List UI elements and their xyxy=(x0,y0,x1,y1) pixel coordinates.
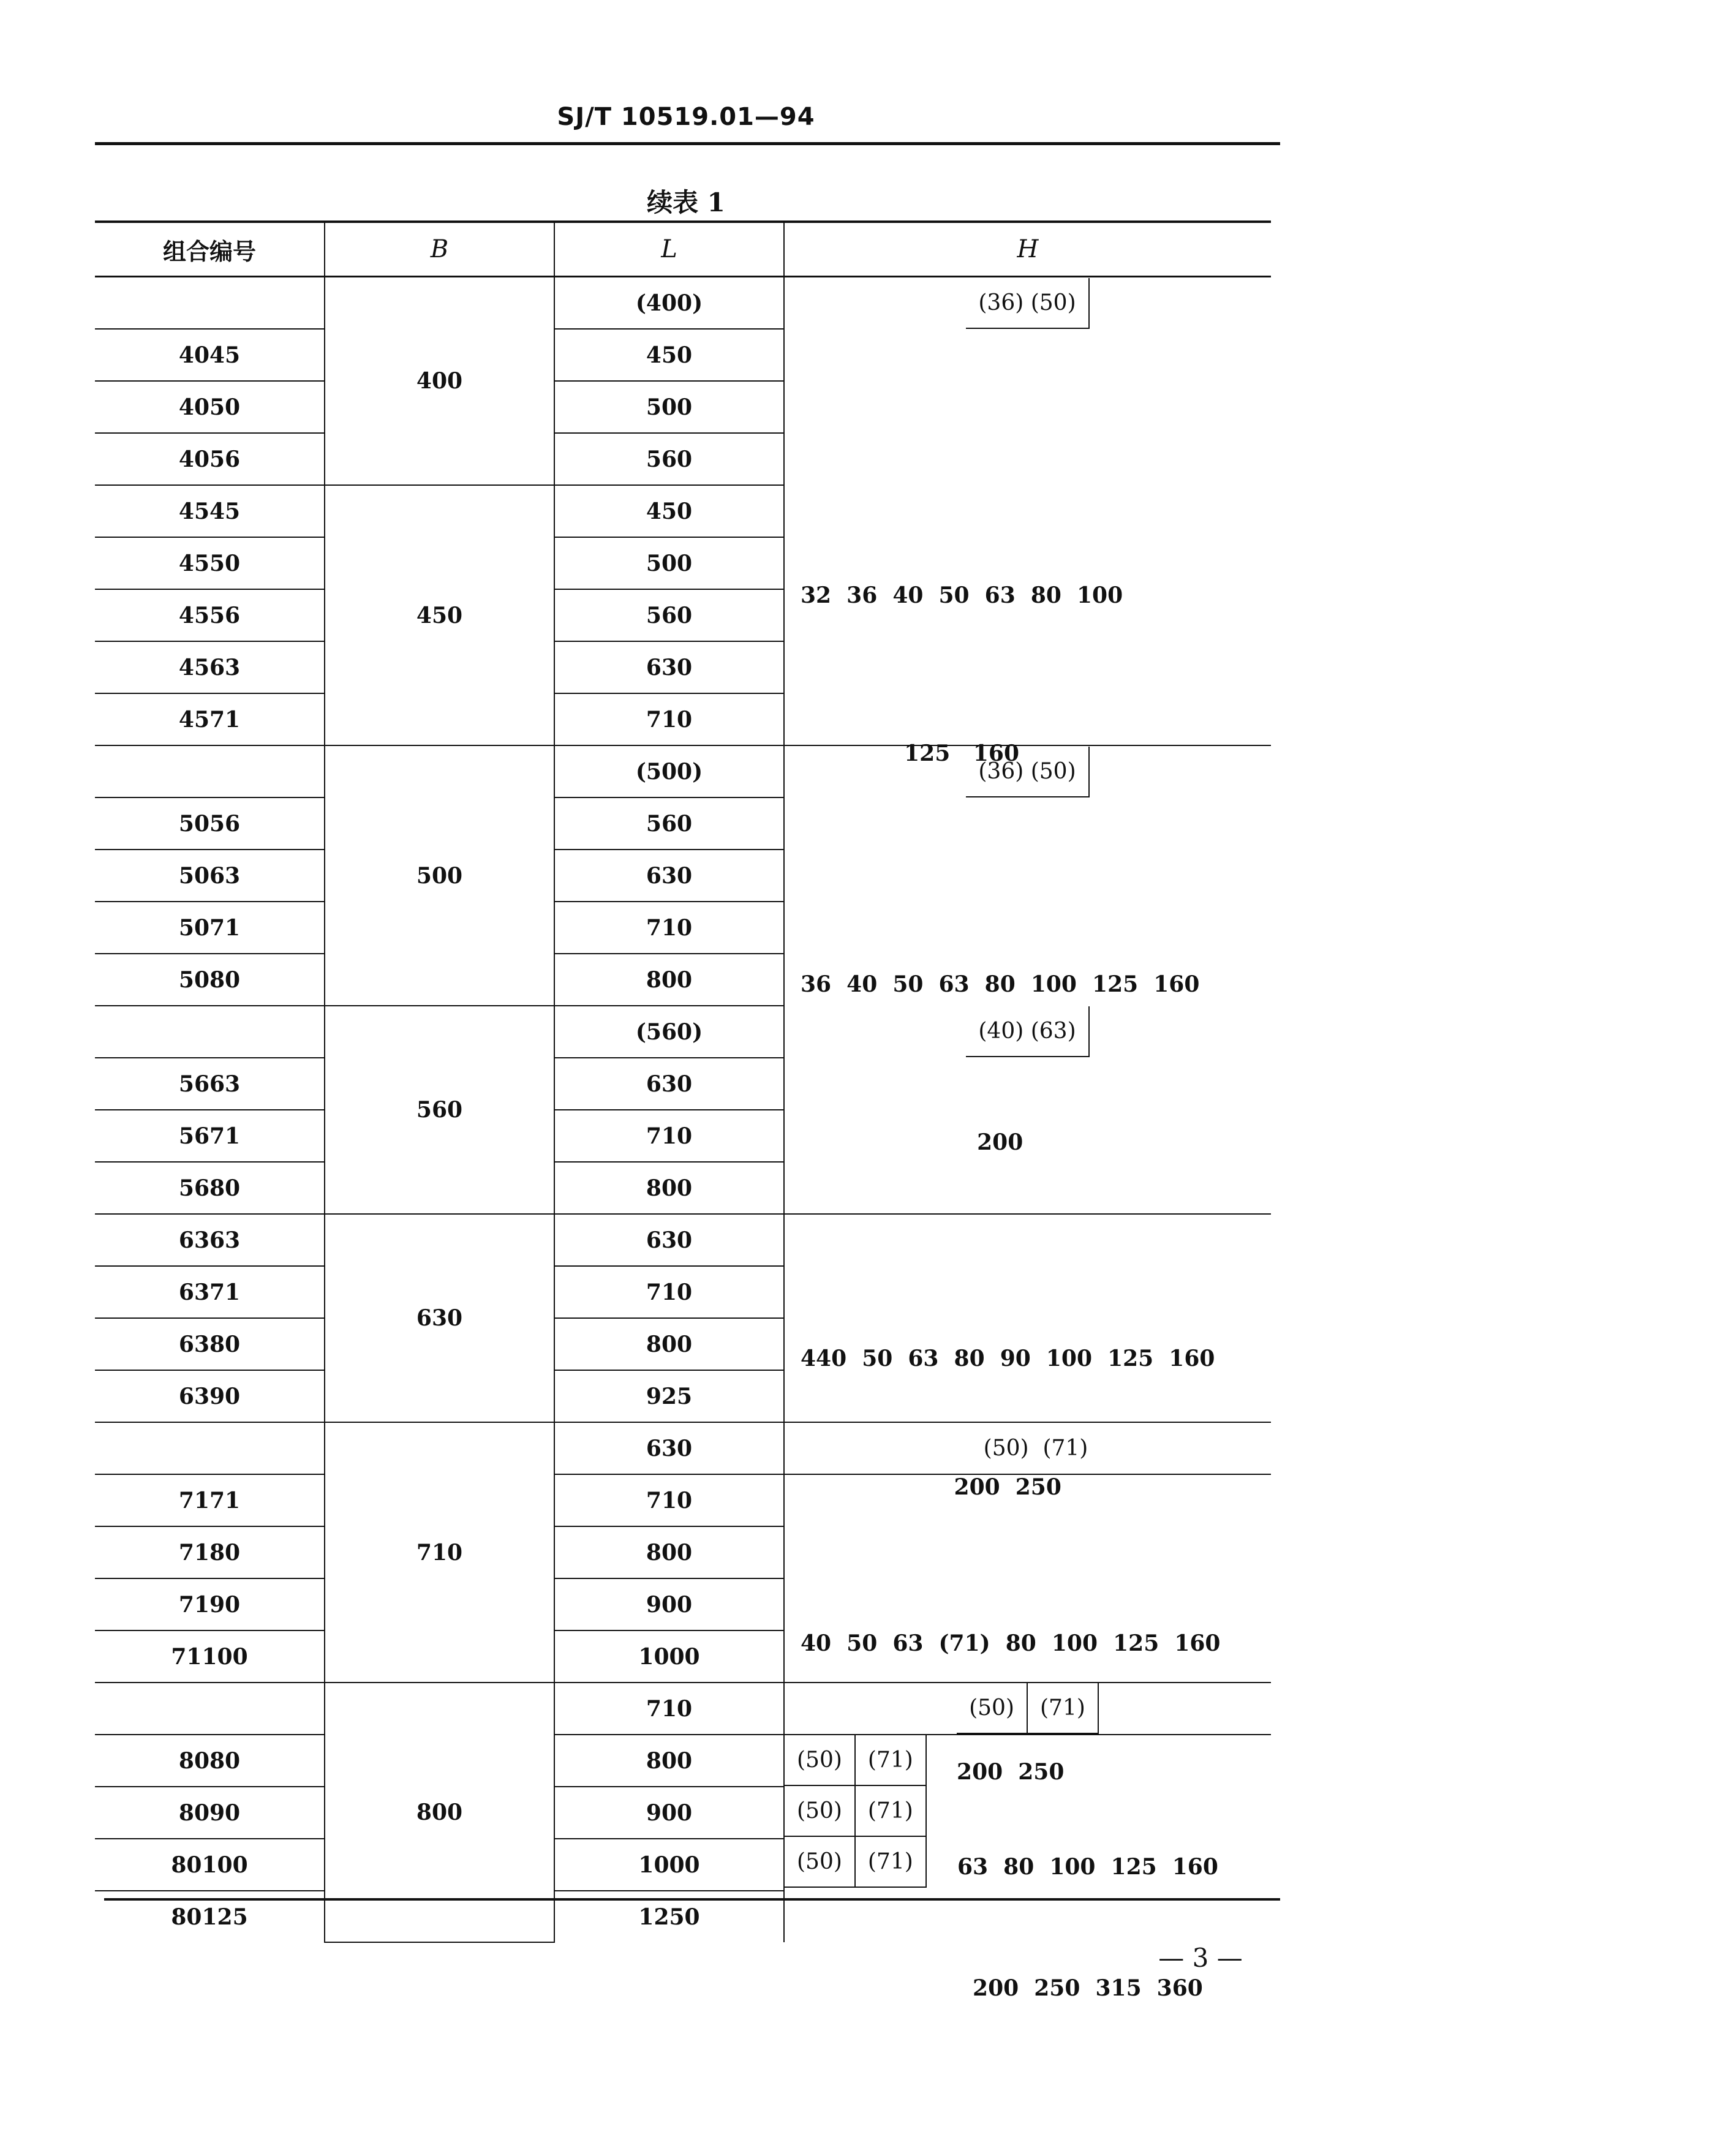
l-value: 710 xyxy=(554,1110,784,1162)
h-values-line: 200 250 xyxy=(957,1759,1065,1785)
l-value: 500 xyxy=(554,381,784,433)
h-bracket-value: (50) xyxy=(785,1786,856,1837)
h-values-line: 36 40 50 63 80 100 125 160 xyxy=(801,971,1200,997)
row-id xyxy=(95,277,325,330)
row-id: 4050 xyxy=(95,381,325,433)
table-title: 续表 1 xyxy=(647,187,725,217)
row-id: 8080 xyxy=(95,1735,325,1787)
h-values-line: 200 250 xyxy=(954,1474,1061,1500)
l-value: 560 xyxy=(554,433,784,485)
b-value: 560 xyxy=(325,1006,554,1214)
row-id: 5671 xyxy=(95,1110,325,1162)
l-value: 710 xyxy=(554,1474,784,1526)
row-id: 4563 xyxy=(95,641,325,693)
row-id xyxy=(95,1422,325,1474)
row-id: 5663 xyxy=(95,1058,325,1110)
h-bracket-value: (40) (63) xyxy=(966,1006,1089,1057)
b-value: 710 xyxy=(325,1422,554,1683)
table-row xyxy=(95,1474,1271,1526)
row-id: 80125 xyxy=(95,1891,325,1942)
col-header-l: L xyxy=(554,223,784,277)
l-value: 630 xyxy=(554,1214,784,1266)
h-bracket-value: (36) (50) xyxy=(966,747,1089,797)
h-bracket-value: (71) xyxy=(856,1837,927,1888)
spec-table xyxy=(95,223,1271,2001)
h-values-line: 32 36 40 50 63 80 100 xyxy=(801,582,1123,608)
b-value: 450 xyxy=(325,485,554,745)
row-id: 7171 xyxy=(95,1474,325,1526)
row-id: 6390 xyxy=(95,1370,325,1422)
row-id: 7190 xyxy=(95,1578,325,1630)
h-values-line: 40 50 63 (71) 80 100 125 160 xyxy=(801,1630,1221,1656)
row-id: 4571 xyxy=(95,693,325,745)
h-cell xyxy=(784,277,1271,330)
l-value: 900 xyxy=(554,1787,784,1839)
l-value: 800 xyxy=(554,1735,784,1787)
row-id: 6380 xyxy=(95,1318,325,1370)
row-id: 4045 xyxy=(95,329,325,381)
b-value: 630 xyxy=(325,1214,554,1422)
l-value: 450 xyxy=(554,329,784,381)
l-value: (500) xyxy=(554,745,784,797)
l-value: 710 xyxy=(554,902,784,954)
table-row xyxy=(95,329,1271,381)
row-id: 7180 xyxy=(95,1526,325,1578)
row-id: 4550 xyxy=(95,537,325,589)
table-row xyxy=(95,277,1271,330)
h-bracket-value: (36) (50) xyxy=(966,278,1089,329)
document-code: SJ/T 10519.01—94 xyxy=(557,103,815,131)
page-number: — 3 — xyxy=(1158,1943,1243,1973)
l-value: 800 xyxy=(554,1318,784,1370)
row-id: 5063 xyxy=(95,850,325,902)
l-value: (400) xyxy=(554,277,784,330)
h-values-line: 125 160 xyxy=(904,741,1020,766)
l-value: 1250 xyxy=(554,1891,784,1942)
h-values-line: 440 50 63 80 90 100 125 160 xyxy=(801,1346,1215,1371)
col-header-h: H xyxy=(784,223,1271,277)
row-id: 4545 xyxy=(95,485,325,537)
h-bracket-value: (71) xyxy=(856,1735,927,1786)
l-value: 560 xyxy=(554,797,784,850)
h-values-line: 200 xyxy=(977,1129,1023,1155)
l-value: 710 xyxy=(554,1683,784,1735)
row-id xyxy=(95,1683,325,1735)
l-value: 800 xyxy=(554,954,784,1006)
row-id: 80100 xyxy=(95,1839,325,1891)
l-value: 800 xyxy=(554,1526,784,1578)
header-rule xyxy=(95,142,1280,145)
h-cell-710 xyxy=(784,1474,1271,1785)
h-bracket-value: (50) xyxy=(785,1735,856,1786)
h-values-line: (50) (71) xyxy=(784,1422,1271,1474)
h-values-line: 63 80 100 125 160 xyxy=(957,1854,1218,1880)
b-value: 500 xyxy=(325,745,554,1006)
row-id: 71100 xyxy=(95,1630,325,1683)
l-value: 630 xyxy=(554,1058,784,1110)
row-id: 5071 xyxy=(95,902,325,954)
b-value: 800 xyxy=(325,1683,554,1942)
row-id: 6363 xyxy=(95,1214,325,1266)
l-value: 630 xyxy=(554,641,784,693)
row-id: 5056 xyxy=(95,797,325,850)
h-cell-400-450 xyxy=(784,329,1271,766)
h-bracket-value: (50) xyxy=(785,1837,856,1888)
table-row xyxy=(95,1214,1271,1266)
l-value: 1000 xyxy=(554,1630,784,1683)
l-value: 710 xyxy=(554,1266,784,1318)
l-value: 925 xyxy=(554,1370,784,1422)
l-value: 800 xyxy=(554,1162,784,1214)
row-id xyxy=(95,1006,325,1058)
table-bottom-rule xyxy=(104,1898,1280,1901)
table-row xyxy=(95,1735,1271,1787)
col-header-b: B xyxy=(325,223,554,277)
b-value: 400 xyxy=(325,277,554,486)
header-row xyxy=(95,223,1271,277)
table-row xyxy=(95,797,1271,850)
row-id: 5080 xyxy=(95,954,325,1006)
h-values-line: 200 250 315 360 xyxy=(973,1975,1203,2001)
row-id xyxy=(95,745,325,797)
row-id: 6371 xyxy=(95,1266,325,1318)
row-id: 8090 xyxy=(95,1787,325,1839)
row-id: 4056 xyxy=(95,433,325,485)
h-bracket-value: (71) xyxy=(856,1786,927,1837)
l-value: 560 xyxy=(554,589,784,641)
l-value: 500 xyxy=(554,537,784,589)
l-value: 630 xyxy=(554,850,784,902)
h-cell-800 xyxy=(784,1735,1271,2001)
l-value: (560) xyxy=(554,1006,784,1058)
l-value: 450 xyxy=(554,485,784,537)
col-header-id: 组合编号 xyxy=(95,223,325,277)
l-value: 1000 xyxy=(554,1839,784,1891)
l-value: 900 xyxy=(554,1578,784,1630)
row-id: 4556 xyxy=(95,589,325,641)
h-bracket-value: (71) xyxy=(1028,1683,1099,1734)
h-bracket-value: (50) xyxy=(957,1683,1028,1734)
l-value: 630 xyxy=(554,1422,784,1474)
l-value: 710 xyxy=(554,693,784,745)
row-id: 5680 xyxy=(95,1162,325,1214)
